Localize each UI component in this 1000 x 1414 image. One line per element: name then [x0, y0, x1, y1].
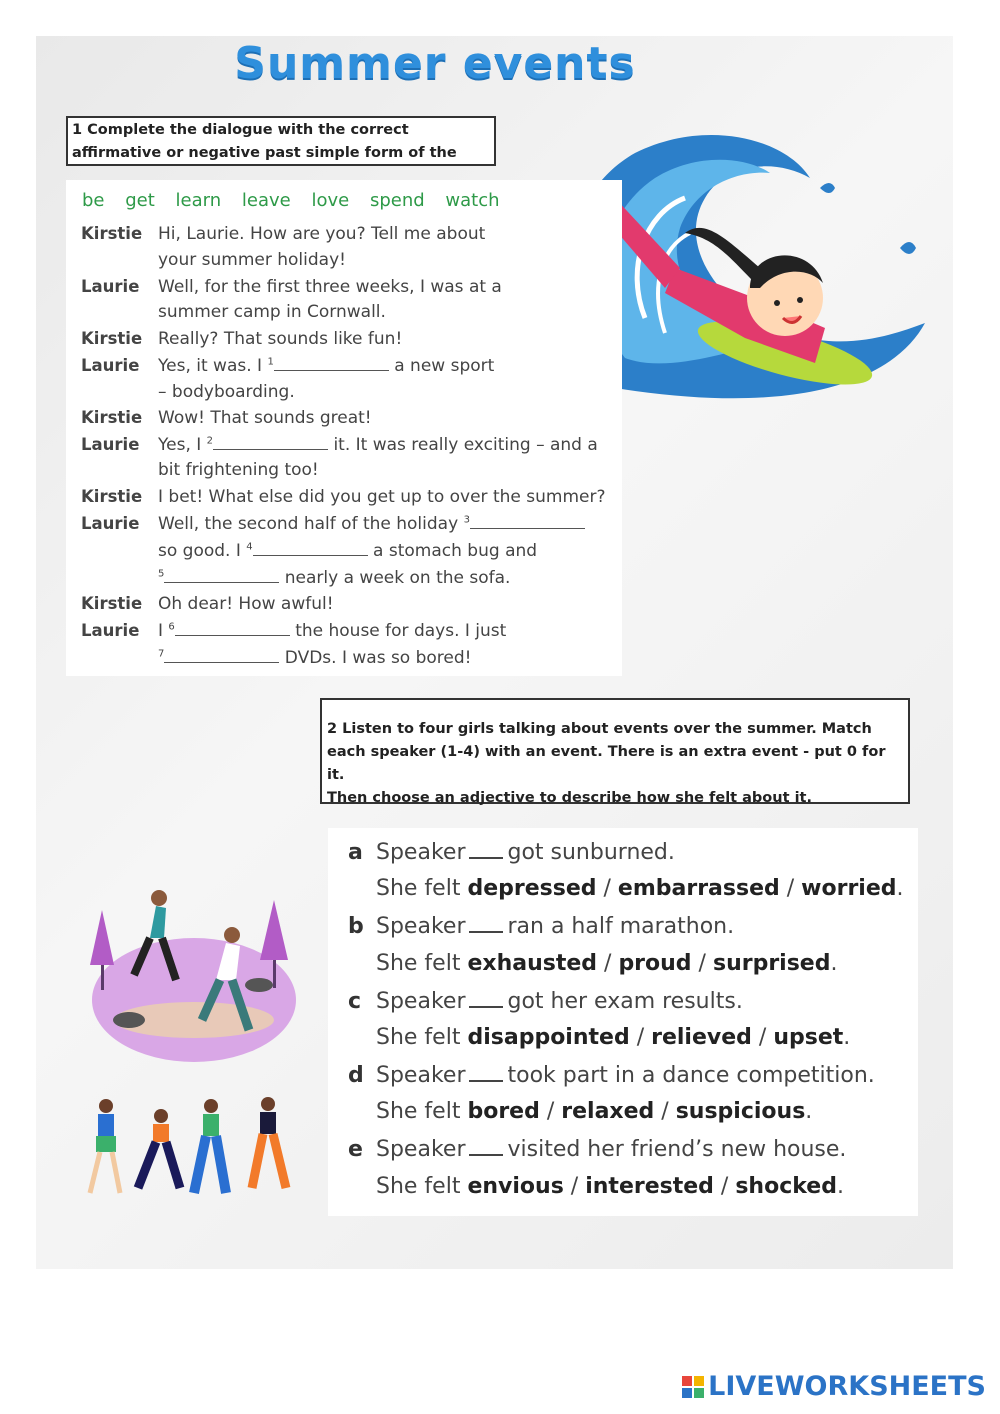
logo-square-3	[682, 1388, 692, 1398]
event-letter: c	[348, 989, 362, 1014]
event-item	[348, 1137, 846, 1162]
dialogue-box	[66, 180, 622, 676]
speaker-label: Laurie	[81, 514, 140, 533]
word-bank-item: leave	[241, 190, 291, 211]
dancer-4	[252, 1097, 286, 1188]
event-item	[348, 840, 675, 865]
runners-illustration	[84, 880, 304, 1065]
event-letter: b	[348, 914, 364, 939]
word-bank-item: love	[311, 190, 350, 211]
word-bank-item: spend	[369, 190, 425, 211]
dialogue-line: Really? That sounds like fun!	[158, 329, 403, 349]
dancer-1-legs	[90, 1152, 120, 1193]
dancer-4-legs	[252, 1134, 286, 1188]
dialogue-line: Hi, Laurie. How are you? Tell me about	[158, 224, 486, 244]
gap-number: 6	[168, 621, 175, 633]
speaker-label: Kirstie	[81, 487, 143, 506]
text-segment: I	[158, 621, 169, 641]
adjective-option[interactable]: interested	[585, 1174, 714, 1199]
feeling-line: She felt depressed / embarrassed / worried.	[376, 876, 904, 901]
text-segment: Yes, it was. I	[158, 356, 268, 376]
adjective-option[interactable]: bored	[467, 1099, 540, 1124]
speaker-label: Kirstie	[81, 408, 143, 427]
task2-line1: 2 Listen to four girls talking about events over the summer. Match	[327, 721, 872, 737]
speaker-label: Laurie	[81, 356, 140, 375]
event-text: took part in a dance competition.	[507, 1063, 875, 1088]
feeling-line: She felt exhausted / proud / surprised.	[376, 951, 838, 976]
word-bank	[82, 190, 515, 211]
water-drop-2	[900, 242, 916, 254]
gap-number: 3	[463, 514, 470, 526]
speaker-word: Speaker	[376, 840, 466, 865]
she-felt: She felt	[376, 1099, 461, 1124]
speaker-number-blank[interactable]	[469, 917, 503, 933]
dialogue-line	[158, 356, 618, 376]
task1-line1: 1 Complete the dialogue with the correct	[72, 122, 409, 138]
dancer-2-legs	[138, 1142, 180, 1188]
adjective-option[interactable]: relaxed	[561, 1099, 655, 1124]
speaker-label: Laurie	[81, 621, 140, 640]
dialogue-line	[158, 568, 618, 588]
text-segment: so good. I	[158, 541, 247, 561]
event-text: got her exam results.	[507, 989, 743, 1014]
task1-line2: affirmative or negative past simple form of the	[72, 145, 457, 161]
dancer-2-head	[154, 1109, 168, 1123]
speaker-word: Speaker	[376, 989, 466, 1014]
text-segment: nearly a week on the sofa.	[279, 568, 511, 588]
dancer-4-head	[261, 1097, 275, 1111]
speaker-label: Kirstie	[81, 224, 143, 243]
speaker-word: Speaker	[376, 1063, 466, 1088]
dancer-2-top	[153, 1124, 169, 1142]
adjective-option[interactable]: suspicious	[675, 1099, 806, 1124]
answer-gap-2[interactable]	[213, 435, 328, 450]
task2-instructions	[320, 698, 910, 804]
girl-eye-right	[797, 297, 803, 303]
runner-1-head	[151, 890, 167, 906]
dialogue-line: – bodyboarding.	[158, 382, 295, 402]
adjective-option[interactable]: surprised	[712, 951, 831, 976]
logo-text: LIVEWORKSHEETS	[708, 1371, 986, 1402]
answer-gap-4[interactable]	[253, 541, 368, 556]
dancer-3-top	[203, 1114, 219, 1136]
word-bank-item: get	[125, 190, 155, 211]
adjective-option[interactable]: upset	[773, 1025, 844, 1050]
answer-gap-5[interactable]	[164, 568, 279, 583]
speaker-label: Kirstie	[81, 594, 143, 613]
adjective-option[interactable]: proud	[618, 951, 692, 976]
liveworksheets-logo[interactable]	[682, 1371, 986, 1402]
event-letter: a	[348, 840, 363, 865]
rock	[113, 1012, 145, 1028]
text-segment: a new sport	[388, 356, 495, 376]
answer-gap-3[interactable]	[470, 514, 585, 529]
dancer-1	[90, 1099, 120, 1193]
speaker-number-blank[interactable]	[469, 1066, 503, 1082]
speaker-label: Laurie	[81, 435, 140, 454]
event-item	[348, 989, 743, 1014]
event-letter: d	[348, 1063, 364, 1088]
dancer-4-top	[260, 1112, 276, 1134]
event-text: got sunburned.	[507, 840, 675, 865]
feeling-line: She felt bored / relaxed / suspicious.	[376, 1099, 813, 1124]
dialogue-line: I bet! What else did you get up to over the summer?	[158, 487, 606, 507]
feeling-line: She felt disappointed / relieved / upset.	[376, 1025, 851, 1050]
text-segment: the house for days. I just	[289, 621, 507, 641]
tree-trunk-left	[101, 965, 104, 990]
dancer-1-shorts	[96, 1136, 116, 1152]
tree-trunk-right	[273, 960, 276, 988]
speaker-word: Speaker	[376, 914, 466, 939]
dancer-3-legs	[194, 1136, 226, 1193]
speaker-number-blank[interactable]	[469, 843, 503, 859]
dialogue-line: bit frightening too!	[158, 460, 319, 480]
speaker-number-blank[interactable]	[469, 1140, 503, 1156]
event-item	[348, 914, 734, 939]
adjective-option[interactable]: exhausted	[467, 951, 598, 976]
event-text: visited her friend’s new house.	[507, 1137, 847, 1162]
logo-icon	[682, 1376, 704, 1398]
tree-left	[90, 910, 114, 965]
dialogue-line: Oh dear! How awful!	[158, 594, 334, 614]
dialogue-line: your summer holiday!	[158, 250, 346, 270]
speaker-number-blank[interactable]	[469, 992, 503, 1008]
logo-square-4	[694, 1388, 704, 1398]
tree-right	[260, 900, 288, 960]
task2-line2: each speaker (1-4) with an event. There is an extra event - put 0 for it.	[327, 744, 886, 783]
adjective-option[interactable]: shocked	[735, 1174, 837, 1199]
speaker-label: Laurie	[81, 277, 140, 296]
text-segment: it. It was really exciting – and a	[328, 435, 598, 455]
adjective-option[interactable]: embarrassed	[617, 876, 780, 901]
runner-1-body	[150, 906, 166, 938]
she-felt: She felt	[376, 876, 461, 901]
word-bank-item: watch	[445, 190, 500, 211]
task2-line3: Then choose an adjective to describe how she felt about it.	[327, 790, 812, 806]
girl-eye-left	[774, 300, 780, 306]
event-text: ran a half marathon.	[507, 914, 735, 939]
logo-square-2	[694, 1376, 704, 1386]
adjective-option[interactable]: depressed	[467, 876, 597, 901]
dancer-1-top	[98, 1114, 114, 1136]
feeling-line: She felt envious / interested / shocked.	[376, 1174, 844, 1199]
logo-square-1	[682, 1376, 692, 1386]
adjective-option[interactable]: disappointed	[467, 1025, 630, 1050]
answer-gap-7[interactable]	[164, 648, 279, 663]
event-item	[348, 1063, 875, 1088]
speaker-label: Kirstie	[81, 329, 143, 348]
dialogue-line: Well, for the first three weeks, I was at a	[158, 277, 502, 297]
gap-number: 2	[206, 435, 214, 447]
page-title: Summer events	[234, 38, 636, 89]
events-box	[328, 828, 918, 1216]
dancer-2	[138, 1109, 180, 1188]
text-segment: Well, the second half of the holiday	[158, 514, 464, 534]
dialogue-line	[158, 541, 618, 561]
adjective-option[interactable]: relieved	[651, 1025, 752, 1050]
text-segment: DVDs. I was so bored!	[279, 648, 472, 668]
runner-2-head	[224, 927, 240, 943]
dialogue-line: summer camp in Cornwall.	[158, 302, 386, 322]
gap-number: 7	[158, 648, 165, 660]
rock-2	[245, 978, 273, 992]
text-segment: a stomach bug and	[367, 541, 538, 561]
word-bank-item: be	[82, 190, 105, 211]
dialogue-line	[158, 621, 618, 641]
she-felt: She felt	[376, 1025, 461, 1050]
gap-number: 1	[267, 356, 274, 368]
dancer-1-head	[99, 1099, 113, 1113]
dancer-3	[194, 1099, 226, 1193]
dialogue-line	[158, 514, 618, 534]
answer-gap-1[interactable]	[274, 356, 389, 371]
dancers-illustration	[76, 1088, 306, 1203]
word-bank-item: learn	[175, 190, 222, 211]
dancer-3-head	[204, 1099, 218, 1113]
dialogue-line	[158, 648, 618, 668]
event-letter: e	[348, 1137, 363, 1162]
water-drop	[820, 183, 835, 193]
answer-gap-6[interactable]	[175, 621, 290, 636]
speaker-word: Speaker	[376, 1137, 466, 1162]
adjective-option[interactable]: worried	[801, 876, 897, 901]
she-felt: She felt	[376, 1174, 461, 1199]
gap-number: 4	[246, 541, 253, 553]
text-segment: Yes, I	[158, 435, 207, 455]
adjective-option[interactable]: envious	[467, 1174, 564, 1199]
task1-instructions	[66, 116, 496, 166]
dialogue-line	[158, 435, 618, 455]
dialogue-line: Wow! That sounds great!	[158, 408, 372, 428]
gap-number: 5	[158, 568, 165, 580]
she-felt: She felt	[376, 951, 461, 976]
